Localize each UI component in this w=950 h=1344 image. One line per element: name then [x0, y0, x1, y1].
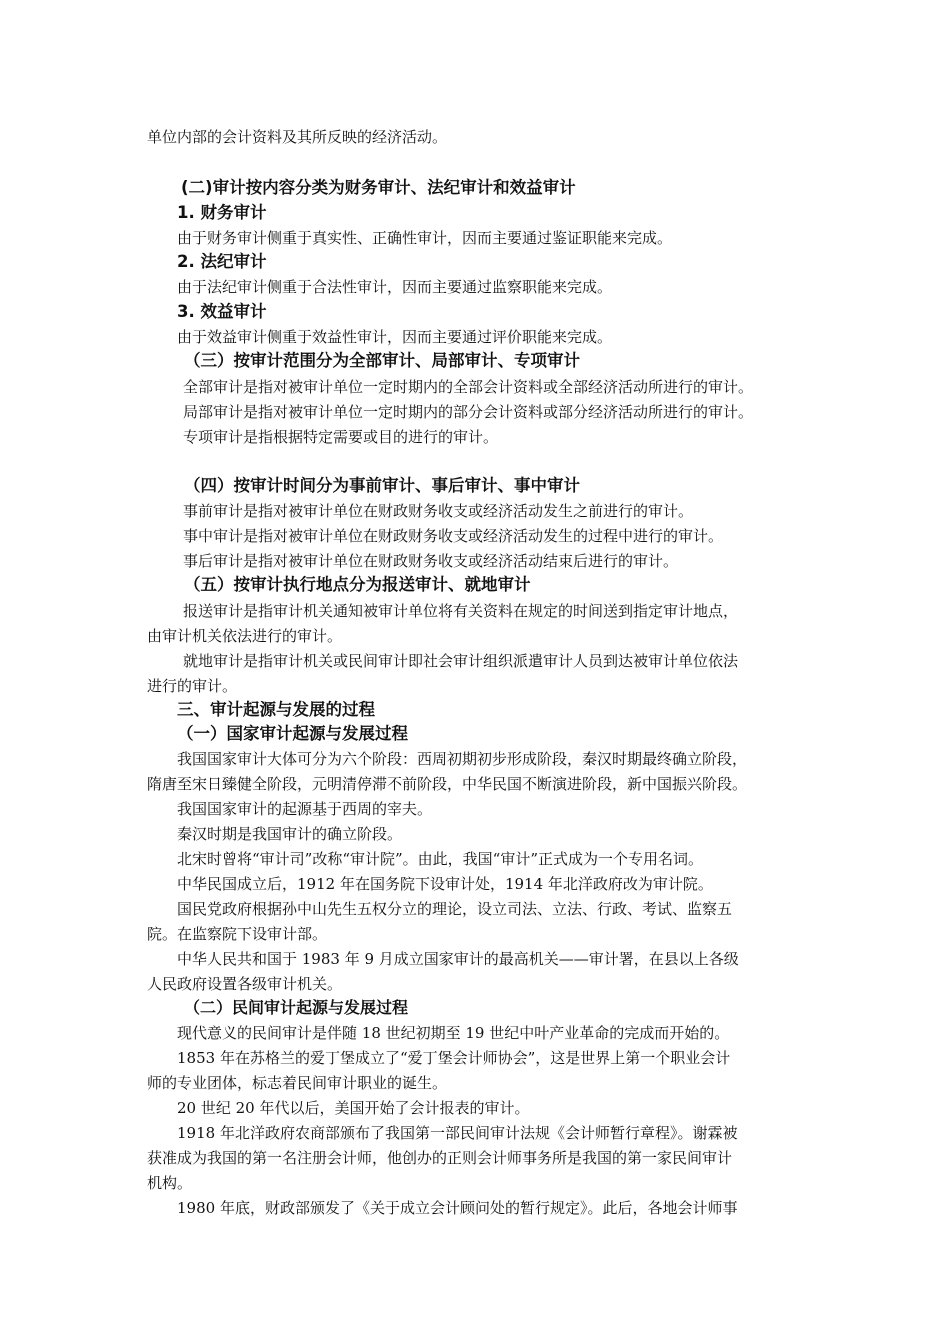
text-line: 获准成为我国的第一名注册会计师，他创办的正则会计师事务所是我国的第一家民间审计: [147, 1149, 733, 1167]
text-line: 事前审计是指对被审计单位在财政财务收支或经济活动发生之前进行的审计。: [183, 502, 694, 520]
text-line: 现代意义的民间审计是伴随 18 世纪初期至 19 世纪中叶产业革命的完成而开始的。: [177, 1024, 730, 1042]
text-line: 专项审计是指根据特定需要或目的进行的审计。: [183, 428, 499, 446]
section-heading: （五）按审计执行地点分为报送审计、就地审计: [184, 575, 531, 594]
text-line: 1853 年在苏格兰的爱丁堡成立了“爱丁堡会计师协会”，这是世界上第一个职业会计: [177, 1049, 731, 1067]
text-line: 国民党政府根据孙中山先生五权分立的理论，设立司法、立法、行政、考试、监察五: [177, 900, 733, 918]
text-line: 由于法纪审计侧重于合法性审计，因而主要通过监察职能来完成。: [177, 278, 613, 296]
section-heading: （一）国家审计起源与发展过程: [177, 724, 408, 743]
text-line: 我国国家审计的起源基于西周的宰夫。: [177, 800, 433, 818]
text-line: 我国国家审计大体可分为六个阶段：西周初期初步形成阶段，秦汉时期最终确立阶段，: [177, 750, 748, 768]
text-line: 由于效益审计侧重于效益性审计，因而主要通过评价职能来完成。: [177, 328, 613, 346]
subsection-heading: 3. 效益审计: [177, 302, 267, 321]
text-line: 局部审计是指对被审计单位一定时期内的部分会计资料或部分经济活动所进行的审计。: [183, 403, 754, 421]
subsection-heading: 2. 法纪审计: [177, 252, 267, 271]
text-line: 1980 年底，财政部颁发了《关于成立会计顾问处的暂行规定》。此后，各地会计师事: [177, 1199, 738, 1217]
section-heading: （三）按审计范围分为全部审计、局部审计、专项审计: [184, 351, 580, 370]
text-line: 由审计机关依法进行的审计。: [147, 627, 343, 645]
text-line: 北宋时曾将“审计司”改称“审计院”。由此，我国“审计”正式成为一个专用名词。: [177, 850, 704, 868]
text-line: 就地审计是指审计机关或民间审计即社会审计组织派遣审计人员到达被审计单位依法: [183, 652, 739, 670]
text-line: 中华人民共和国于 1983 年 9 月成立国家审计的最高机关——审计署，在县以上各级: [177, 950, 739, 968]
text-line: 20 世纪 20 年代以后，美国开始了会计报表的审计。: [177, 1099, 530, 1117]
text-line: 由于财务审计侧重于真实性、正确性审计，因而主要通过鉴证职能来完成。: [177, 229, 673, 247]
text-line: 中华民国成立后，1912 年在国务院下设审计处，1914 年北洋政府改为审计院。: [177, 875, 713, 893]
text-line: 院。在监察院下设审计部。: [147, 925, 328, 943]
text-line: 单位内部的会计资料及其所反映的经济活动。: [147, 128, 448, 146]
text-line: 人民政府设置各级审计机关。: [147, 975, 343, 993]
text-line: 1918 年北洋政府农商部颁布了我国第一部民间审计法规《会计师暂行章程》。谢霖被: [177, 1124, 738, 1142]
text-line: 进行的审计。: [147, 677, 238, 695]
text-line: 秦汉时期是我国审计的确立阶段。: [177, 825, 403, 843]
section-heading: (二)审计按内容分类为财务审计、法纪审计和效益审计: [181, 178, 576, 197]
text-line: 事中审计是指对被审计单位在财政财务收支或经济活动发生的过程中进行的审计。: [183, 527, 724, 545]
chapter-heading: 三、审计起源与发展的过程: [177, 700, 375, 719]
text-line: 隋唐至宋日臻健全阶段，元明清停滞不前阶段，中华民国不断演进阶段，新中国振兴阶段。: [147, 775, 748, 793]
section-heading: （二）民间审计起源与发展过程: [184, 998, 409, 1017]
text-line: 报送审计是指审计机关通知被审计单位将有关资料在规定的时间送到指定审计地点，: [183, 602, 739, 620]
text-line: 事后审计是指对被审计单位在财政财务收支或经济活动结束后进行的审计。: [183, 552, 679, 570]
subsection-heading: 1. 财务审计: [177, 203, 267, 222]
section-heading: （四）按审计时间分为事前审计、事后审计、事中审计: [184, 476, 580, 495]
text-line: 师的专业团体，标志着民间审计职业的诞生。: [147, 1074, 448, 1092]
text-line: 全部审计是指对被审计单位一定时期内的全部会计资料或全部经济活动所进行的审计。: [183, 378, 754, 396]
text-line: 机构。: [147, 1174, 193, 1192]
